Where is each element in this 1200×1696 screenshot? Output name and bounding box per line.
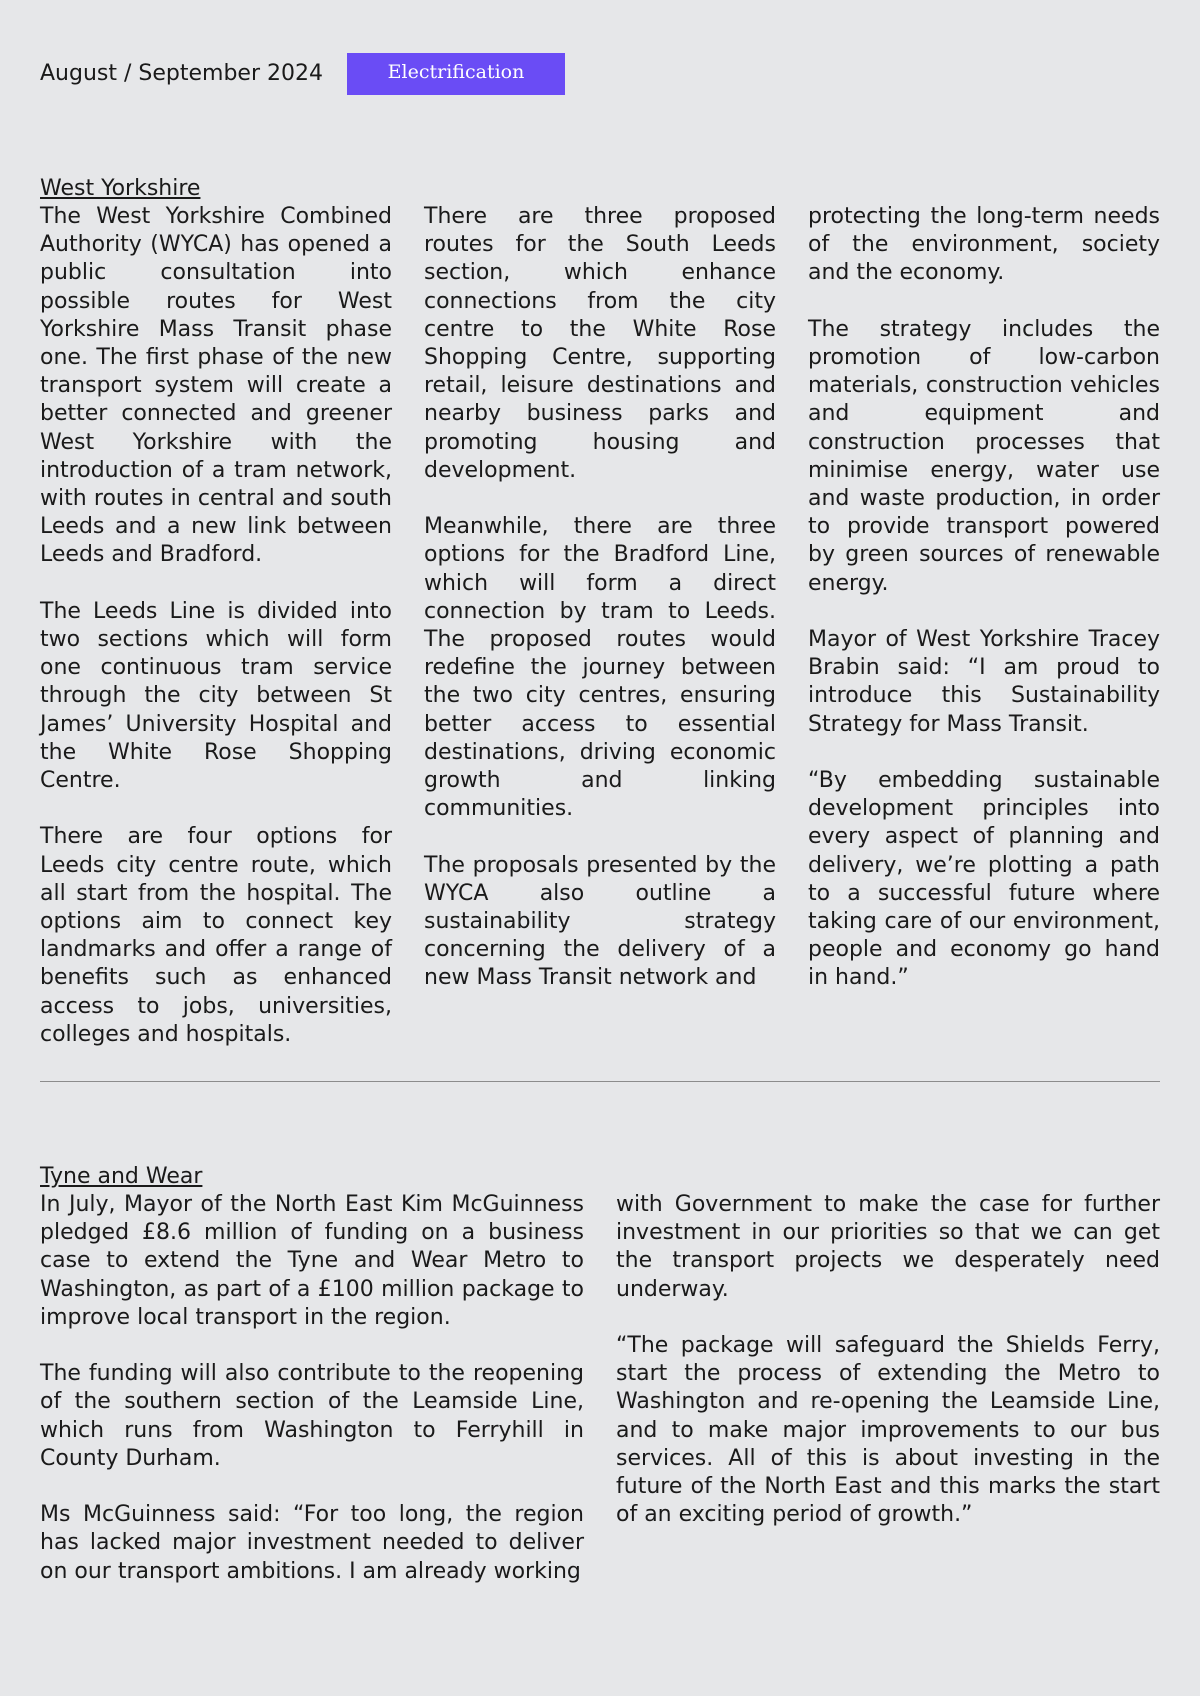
paragraph: The proposals presented by the WYCA also outline a sustainability strategy concerning the delivery of a new Mass Transit network and [424, 852, 776, 991]
paragraph: The funding will also contribute to the reopening of the southern section of the Leamside Line, which runs from Washington to Ferryhill in County Durham. [40, 1361, 584, 1471]
section-title-west-yorkshire: West Yorkshire [40, 176, 201, 201]
tyne-and-wear-column-1 [40, 1191, 584, 1586]
category-tag: Electrification [347, 53, 565, 95]
paragraph: There are three proposed routes for the South Leeds section, which enhance connections from the city centre to the White Rose Shopping Centre, supporting retail, leisure destinations and nearby business parks and promoting housing and development. [424, 204, 776, 483]
paragraph: with Government to make the case for further investment in our priorities so that we can get the transport projects we desperately need underway. [616, 1192, 1160, 1302]
section-divider [40, 1081, 1160, 1082]
paragraph: protecting the long-term needs of the environment, society and the economy. [808, 204, 1160, 286]
issue-date: August / September 2024 [40, 61, 323, 86]
section-title-tyne-and-wear: Tyne and Wear [40, 1164, 203, 1189]
paragraph: Ms McGuinness said: “For too long, the region has lacked major investment needed to deliver on our transport ambitions. I am already working [40, 1502, 584, 1584]
west-yorkshire-column-2 [424, 203, 776, 993]
paragraph: There are four options for Leeds city centre route, which all start from the hospital. The options aim to connect key landmarks and offer a range of benefits such as enhanced access to jobs, universities, colleges and hospitals. [40, 824, 392, 1047]
paragraph: The West Yorkshire Combined Authority (WYCA) has opened a public consultation into possible routes for West Yorkshire Mass Transit phase one. The first phase of the new transport system will create a better connected and greener West Yorkshire with the introduction of a tram network, with routes in central and south Leeds and a new link between Leeds and Bradford. [40, 204, 392, 568]
west-yorkshire-column-1 [40, 203, 392, 1049]
paragraph: Mayor of West Yorkshire Tracey Brabin said: “I am proud to introduce this Sustainability Strategy for Mass Transit. [808, 627, 1160, 737]
west-yorkshire-column-3 [808, 203, 1160, 993]
paragraph: “By embedding sustainable development principles into every aspect of planning and delivery, we’re plotting a path to a successful future where taking care of our environment, people and economy go hand in hand.” [808, 768, 1160, 991]
paragraph: Meanwhile, there are three options for the Bradford Line, which will form a direct connection by tram to Leeds. The proposed routes would redefine the journey between the two city centres, ensuring better access to essential destinations, driving economic growth and linking communities. [424, 514, 776, 822]
paragraph: “The package will safeguard the Shields Ferry, start the process of extending the Metro to Washington and re-opening the Leamside Line, and to make major improvements to our bus services. All of this is about investing in the future of the North East and this marks the start of an exciting period of growth.” [616, 1333, 1160, 1528]
paragraph: In July, Mayor of the North East Kim McGuinness pledged £8.6 million of funding on a business case to extend the Tyne and Wear Metro to Washington, as part of a £100 million package to improve local transport in the region. [40, 1192, 584, 1330]
paragraph: The strategy includes the promotion of low-carbon materials, construction vehicles and equipment and construction processes that minimise energy, water use and waste production, in order to provide transport powered by green sources of renewable energy. [808, 316, 1160, 596]
tyne-and-wear-column-2 [616, 1191, 1160, 1529]
paragraph: The Leeds Line is divided into two sections which will form one continuous tram service through the city between St James’ University Hospital and the White Rose Shopping Centre. [40, 598, 392, 794]
